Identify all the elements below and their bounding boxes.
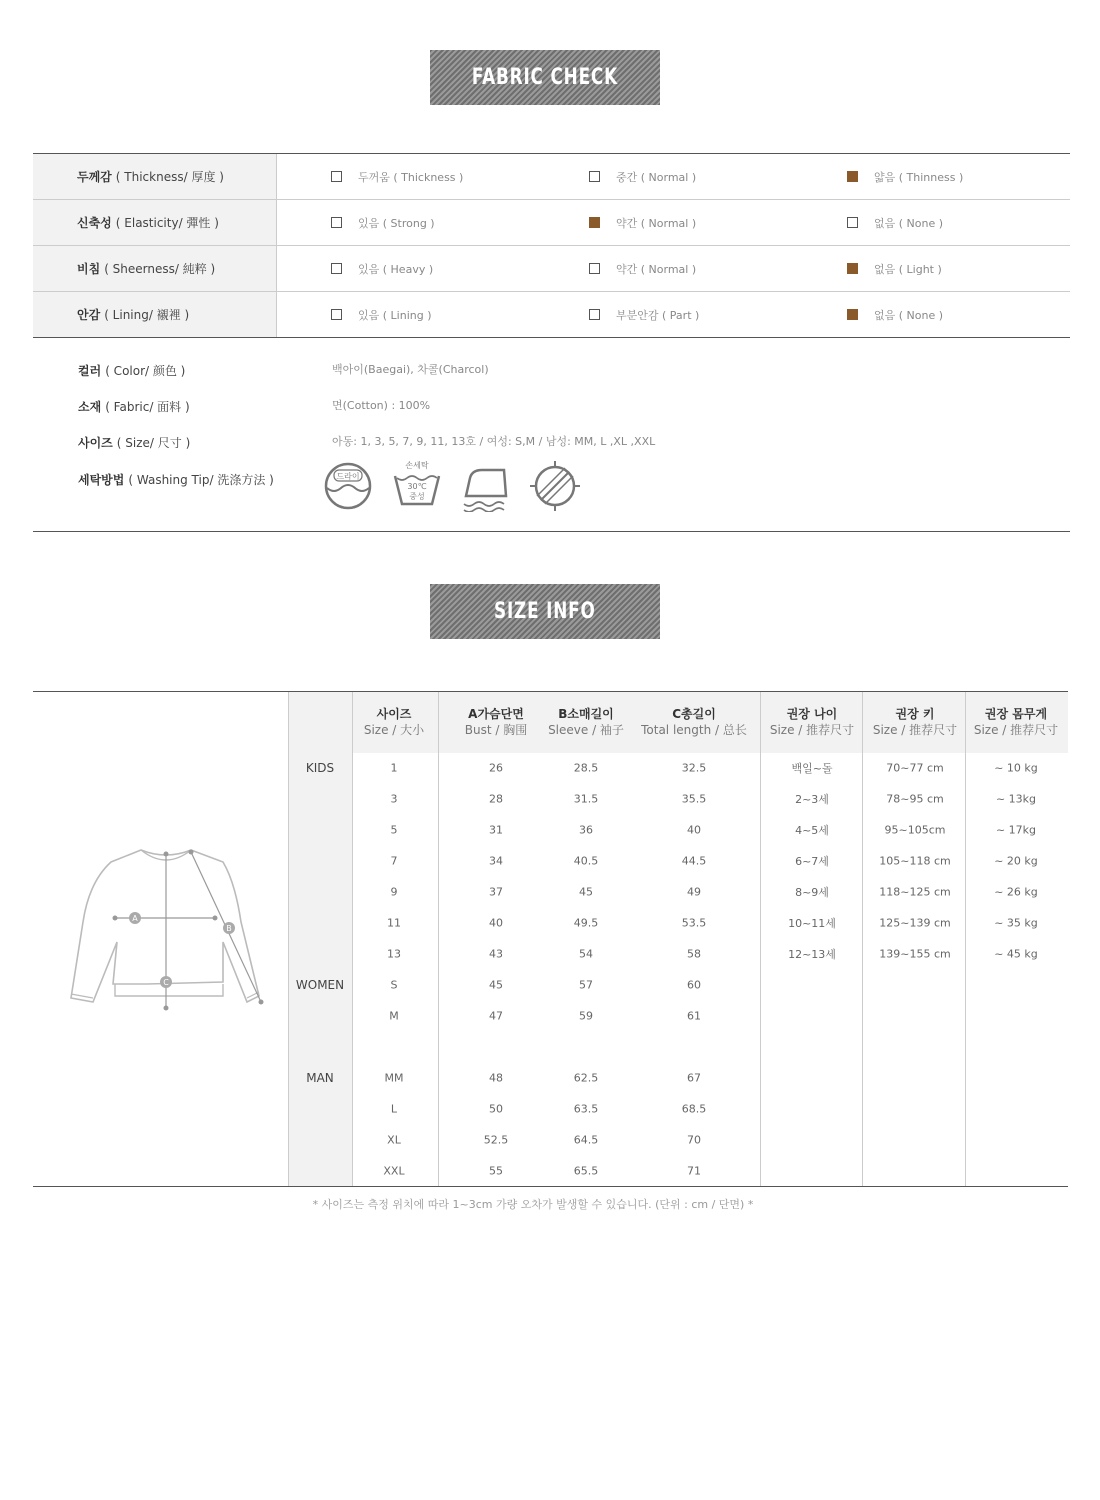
- svg-text:중성: 중성: [409, 492, 425, 501]
- fabric-option-label: 있음 ( Heavy ): [358, 262, 434, 276]
- checked-box-icon[interactable]: [847, 263, 858, 274]
- size-table-cell: 40.5: [573, 854, 599, 868]
- checked-box-icon[interactable]: [847, 309, 858, 320]
- size-table-cell: MM: [384, 1071, 404, 1085]
- fabric-option-label: 없음 ( None ): [874, 308, 944, 322]
- size-table-cell: 28: [489, 792, 503, 806]
- size-table-cell: ~ 26 kg: [994, 885, 1038, 899]
- size-table-cell: 9: [390, 885, 398, 899]
- size-info-title: SIZE INFO: [494, 599, 596, 624]
- fabric-label: 소재 ( Fabric/ 面料 ): [78, 400, 190, 414]
- fabric-row-header: 신축성 ( Elasticity/ 彈性 ): [33, 200, 277, 245]
- product-details: [33, 338, 1070, 532]
- size-table-cell: 78~95 cm: [886, 792, 944, 806]
- fabric-option[interactable]: [847, 246, 942, 291]
- size-table-cell: 68.5: [681, 1102, 707, 1116]
- checkbox-icon[interactable]: [331, 263, 342, 274]
- column-divider: [862, 692, 863, 1186]
- size-table-cell: 139~155 cm: [879, 947, 951, 961]
- size-table-cell: 59: [579, 1009, 593, 1023]
- size-table-cell: 48: [489, 1071, 503, 1085]
- fabric-row: [33, 292, 1070, 337]
- size-table-cell: 백일~돌: [791, 762, 833, 775]
- size-table-cell: 26: [489, 761, 503, 775]
- size-table-cell: 63.5: [573, 1102, 599, 1116]
- size-column-header: C총길이 Total length / 总长: [641, 707, 747, 737]
- size-value: 아동: 1, 3, 5, 7, 9, 11, 13호 / 여성: S,M / 남성: MM, L ,XL ,XXL: [332, 435, 656, 448]
- hand-wash-icon: [391, 460, 443, 512]
- fabric-option-label: 없음 ( None ): [874, 216, 944, 230]
- size-table-cell: 31: [489, 823, 503, 837]
- size-table-cell: 125~139 cm: [879, 916, 951, 930]
- size-table-cell: 1: [390, 761, 398, 775]
- size-table-cell: XXL: [383, 1164, 405, 1178]
- size-column-header: 권장 몸무게 Size / 推荐尺寸: [973, 707, 1059, 737]
- size-table-cell: 6~7세: [795, 855, 829, 868]
- fabric-option-label: 약간 ( Normal ): [616, 216, 697, 230]
- size-table-cell: 7: [390, 854, 398, 868]
- size-table-cell: 10~11세: [788, 917, 836, 930]
- fabric-row: [33, 246, 1070, 292]
- fabric-row-header: 안감 ( Lining/ 襯裡 ): [33, 292, 277, 337]
- sweatshirt-diagram: [63, 842, 273, 1022]
- size-column-header: B소매길이 Sleeve / 袖子: [548, 707, 624, 737]
- size-table-cell: 60: [687, 978, 701, 992]
- fabric-option[interactable]: [331, 200, 435, 245]
- size-table-cell: 52.5: [483, 1133, 509, 1147]
- size-table-cell: M: [389, 1009, 399, 1023]
- checked-box-icon[interactable]: [847, 171, 858, 182]
- svg-text:손세탁: 손세탁: [405, 461, 429, 470]
- size-table-cell: 118~125 cm: [879, 885, 951, 899]
- fabric-option-label: 있음 ( Strong ): [358, 216, 435, 230]
- size-table-cell: 57: [579, 978, 593, 992]
- fabric-check-table: [33, 153, 1070, 338]
- fabric-option[interactable]: [847, 292, 943, 337]
- fabric-row: [33, 200, 1070, 246]
- size-table-cell: XL: [387, 1133, 401, 1147]
- fabric-row-header: 비침 ( Sheerness/ 純粹 ): [33, 246, 277, 291]
- size-table-cell: 50: [489, 1102, 503, 1116]
- size-table-cell: S: [390, 978, 398, 992]
- size-column-header: 권장 나이 Size / 推荐尺寸: [769, 707, 855, 737]
- size-table-cell: 61: [687, 1009, 701, 1023]
- column-divider: [965, 692, 966, 1186]
- size-table-cell: 40: [687, 823, 701, 837]
- column-divider: [438, 692, 439, 1186]
- size-table-cell: ~ 10 kg: [994, 761, 1038, 775]
- size-table-cell: 8~9세: [795, 886, 829, 899]
- size-table-cell: ~ 45 kg: [994, 947, 1038, 961]
- dry-clean-icon: [322, 460, 374, 512]
- size-table-cell: 58: [687, 947, 701, 961]
- size-table-cell: 65.5: [573, 1164, 599, 1178]
- checkbox-icon[interactable]: [847, 217, 858, 228]
- fabric-option-label: 있음 ( Lining ): [358, 308, 432, 322]
- color-label: 컬러 ( Color/ 颜色 ): [78, 364, 186, 378]
- fabric-value: 면(Cotton) : 100%: [332, 399, 431, 412]
- size-table-cell: 32.5: [681, 761, 707, 775]
- label-a: A: [132, 914, 138, 923]
- size-table-cell: L: [390, 1102, 398, 1116]
- size-column-header: 권장 키 Size / 推荐尺寸: [872, 707, 958, 737]
- checkbox-icon[interactable]: [589, 309, 600, 320]
- fabric-row: [33, 154, 1070, 200]
- size-group-label: MAN: [306, 1071, 334, 1085]
- fabric-option[interactable]: [331, 246, 433, 291]
- size-table-cell: 37: [489, 885, 503, 899]
- fabric-option[interactable]: [847, 154, 963, 199]
- size-label: 사이즈 ( Size/ 尺寸 ): [78, 436, 191, 450]
- size-table-cell: 70: [687, 1133, 701, 1147]
- size-table-cell: 53.5: [681, 916, 707, 930]
- size-table-cell: 4~5세: [795, 824, 829, 837]
- size-table-cell: 31.5: [573, 792, 599, 806]
- size-table-cell: 40: [489, 916, 503, 930]
- label-c: C: [163, 978, 169, 987]
- size-table-cell: 105~118 cm: [879, 854, 951, 868]
- checked-box-icon[interactable]: [589, 217, 600, 228]
- fabric-option[interactable]: [589, 292, 699, 337]
- fabric-check-title: FABRIC CHECK: [471, 65, 619, 90]
- svg-text:30℃: 30℃: [407, 482, 427, 491]
- fabric-check-banner: [430, 50, 660, 105]
- fabric-row-header: 두께감 ( Thickness/ 厚度 ): [33, 154, 277, 199]
- column-divider: [352, 692, 353, 1186]
- size-note: * 사이즈는 측정 위치에 따라 1~3cm 가량 오차가 발생할 수 있습니다. (단위 : cm / 단면) *: [312, 1198, 754, 1211]
- size-table-cell: 62.5: [573, 1071, 599, 1085]
- checkbox-icon[interactable]: [331, 171, 342, 182]
- checkbox-icon[interactable]: [331, 217, 342, 228]
- fabric-option-label: 얇음 ( Thinness ): [874, 170, 964, 184]
- fabric-option-label: 부분안감 ( Part ): [616, 308, 700, 322]
- size-info-table: [33, 691, 1068, 1187]
- checkbox-icon[interactable]: [589, 263, 600, 274]
- size-table-cell: 13: [387, 947, 401, 961]
- fabric-option-label: 약간 ( Normal ): [616, 262, 697, 276]
- size-table-cell: 54: [579, 947, 593, 961]
- fabric-option[interactable]: [331, 292, 432, 337]
- size-table-cell: ~ 20 kg: [994, 854, 1038, 868]
- size-table-cell: 28.5: [573, 761, 599, 775]
- fabric-option-label: 두꺼움 ( Thickness ): [358, 170, 464, 184]
- size-column-header: A가슴단면 Bust / 胸围: [464, 707, 528, 737]
- column-divider: [760, 692, 761, 1186]
- size-table-cell: 55: [489, 1164, 503, 1178]
- size-table-cell: ~ 35 kg: [994, 916, 1038, 930]
- size-table-cell: 12~13세: [788, 948, 836, 961]
- size-table-cell: 71: [687, 1164, 701, 1178]
- size-table-cell: 49: [687, 885, 701, 899]
- color-value: 백아이(Baegai), 차콜(Charcol): [332, 363, 489, 376]
- size-table-cell: 70~77 cm: [886, 761, 944, 775]
- size-table-cell: 5: [390, 823, 398, 837]
- size-table-cell: 64.5: [573, 1133, 599, 1147]
- size-group-label: WOMEN: [295, 978, 345, 992]
- size-column-header: 사이즈 Size / 大小: [363, 707, 425, 737]
- fabric-option-label: 중간 ( Normal ): [616, 170, 697, 184]
- column-divider: [288, 692, 289, 1186]
- size-table-cell: 3: [390, 792, 398, 806]
- size-table-cell: 45: [489, 978, 503, 992]
- svg-text:드라이: 드라이: [336, 472, 360, 481]
- fabric-option[interactable]: [331, 154, 463, 199]
- size-table-cell: 34: [489, 854, 503, 868]
- size-table-cell: 11: [387, 916, 401, 930]
- size-table-cell: 47: [489, 1009, 503, 1023]
- size-table-cell: 35.5: [681, 792, 707, 806]
- no-dry-icon: [529, 460, 581, 512]
- size-table-cell: 36: [579, 823, 593, 837]
- size-table-cell: 49.5: [573, 916, 599, 930]
- fabric-option[interactable]: [589, 200, 696, 245]
- size-table-cell: ~ 13kg: [995, 792, 1037, 806]
- size-table-cell: 67: [687, 1071, 701, 1085]
- fabric-option-label: 없음 ( Light ): [874, 262, 942, 276]
- fabric-option[interactable]: [589, 246, 696, 291]
- checkbox-icon[interactable]: [331, 309, 342, 320]
- size-info-banner: [430, 584, 660, 639]
- fabric-option[interactable]: [847, 200, 943, 245]
- checkbox-icon[interactable]: [589, 171, 600, 182]
- size-table-cell: 43: [489, 947, 503, 961]
- washing-label: 세탁방법 ( Washing Tip/ 洗涤方法 ): [78, 473, 274, 487]
- label-b: B: [226, 924, 232, 933]
- size-table-cell: 2~3세: [795, 793, 829, 806]
- size-table-cell: 95~105cm: [884, 823, 946, 837]
- iron-icon: [460, 460, 512, 512]
- size-table-cell: 44.5: [681, 854, 707, 868]
- size-group-label: KIDS: [305, 761, 335, 775]
- size-table-cell: ~ 17kg: [995, 823, 1037, 837]
- fabric-option[interactable]: [589, 154, 696, 199]
- size-table-cell: 45: [579, 885, 593, 899]
